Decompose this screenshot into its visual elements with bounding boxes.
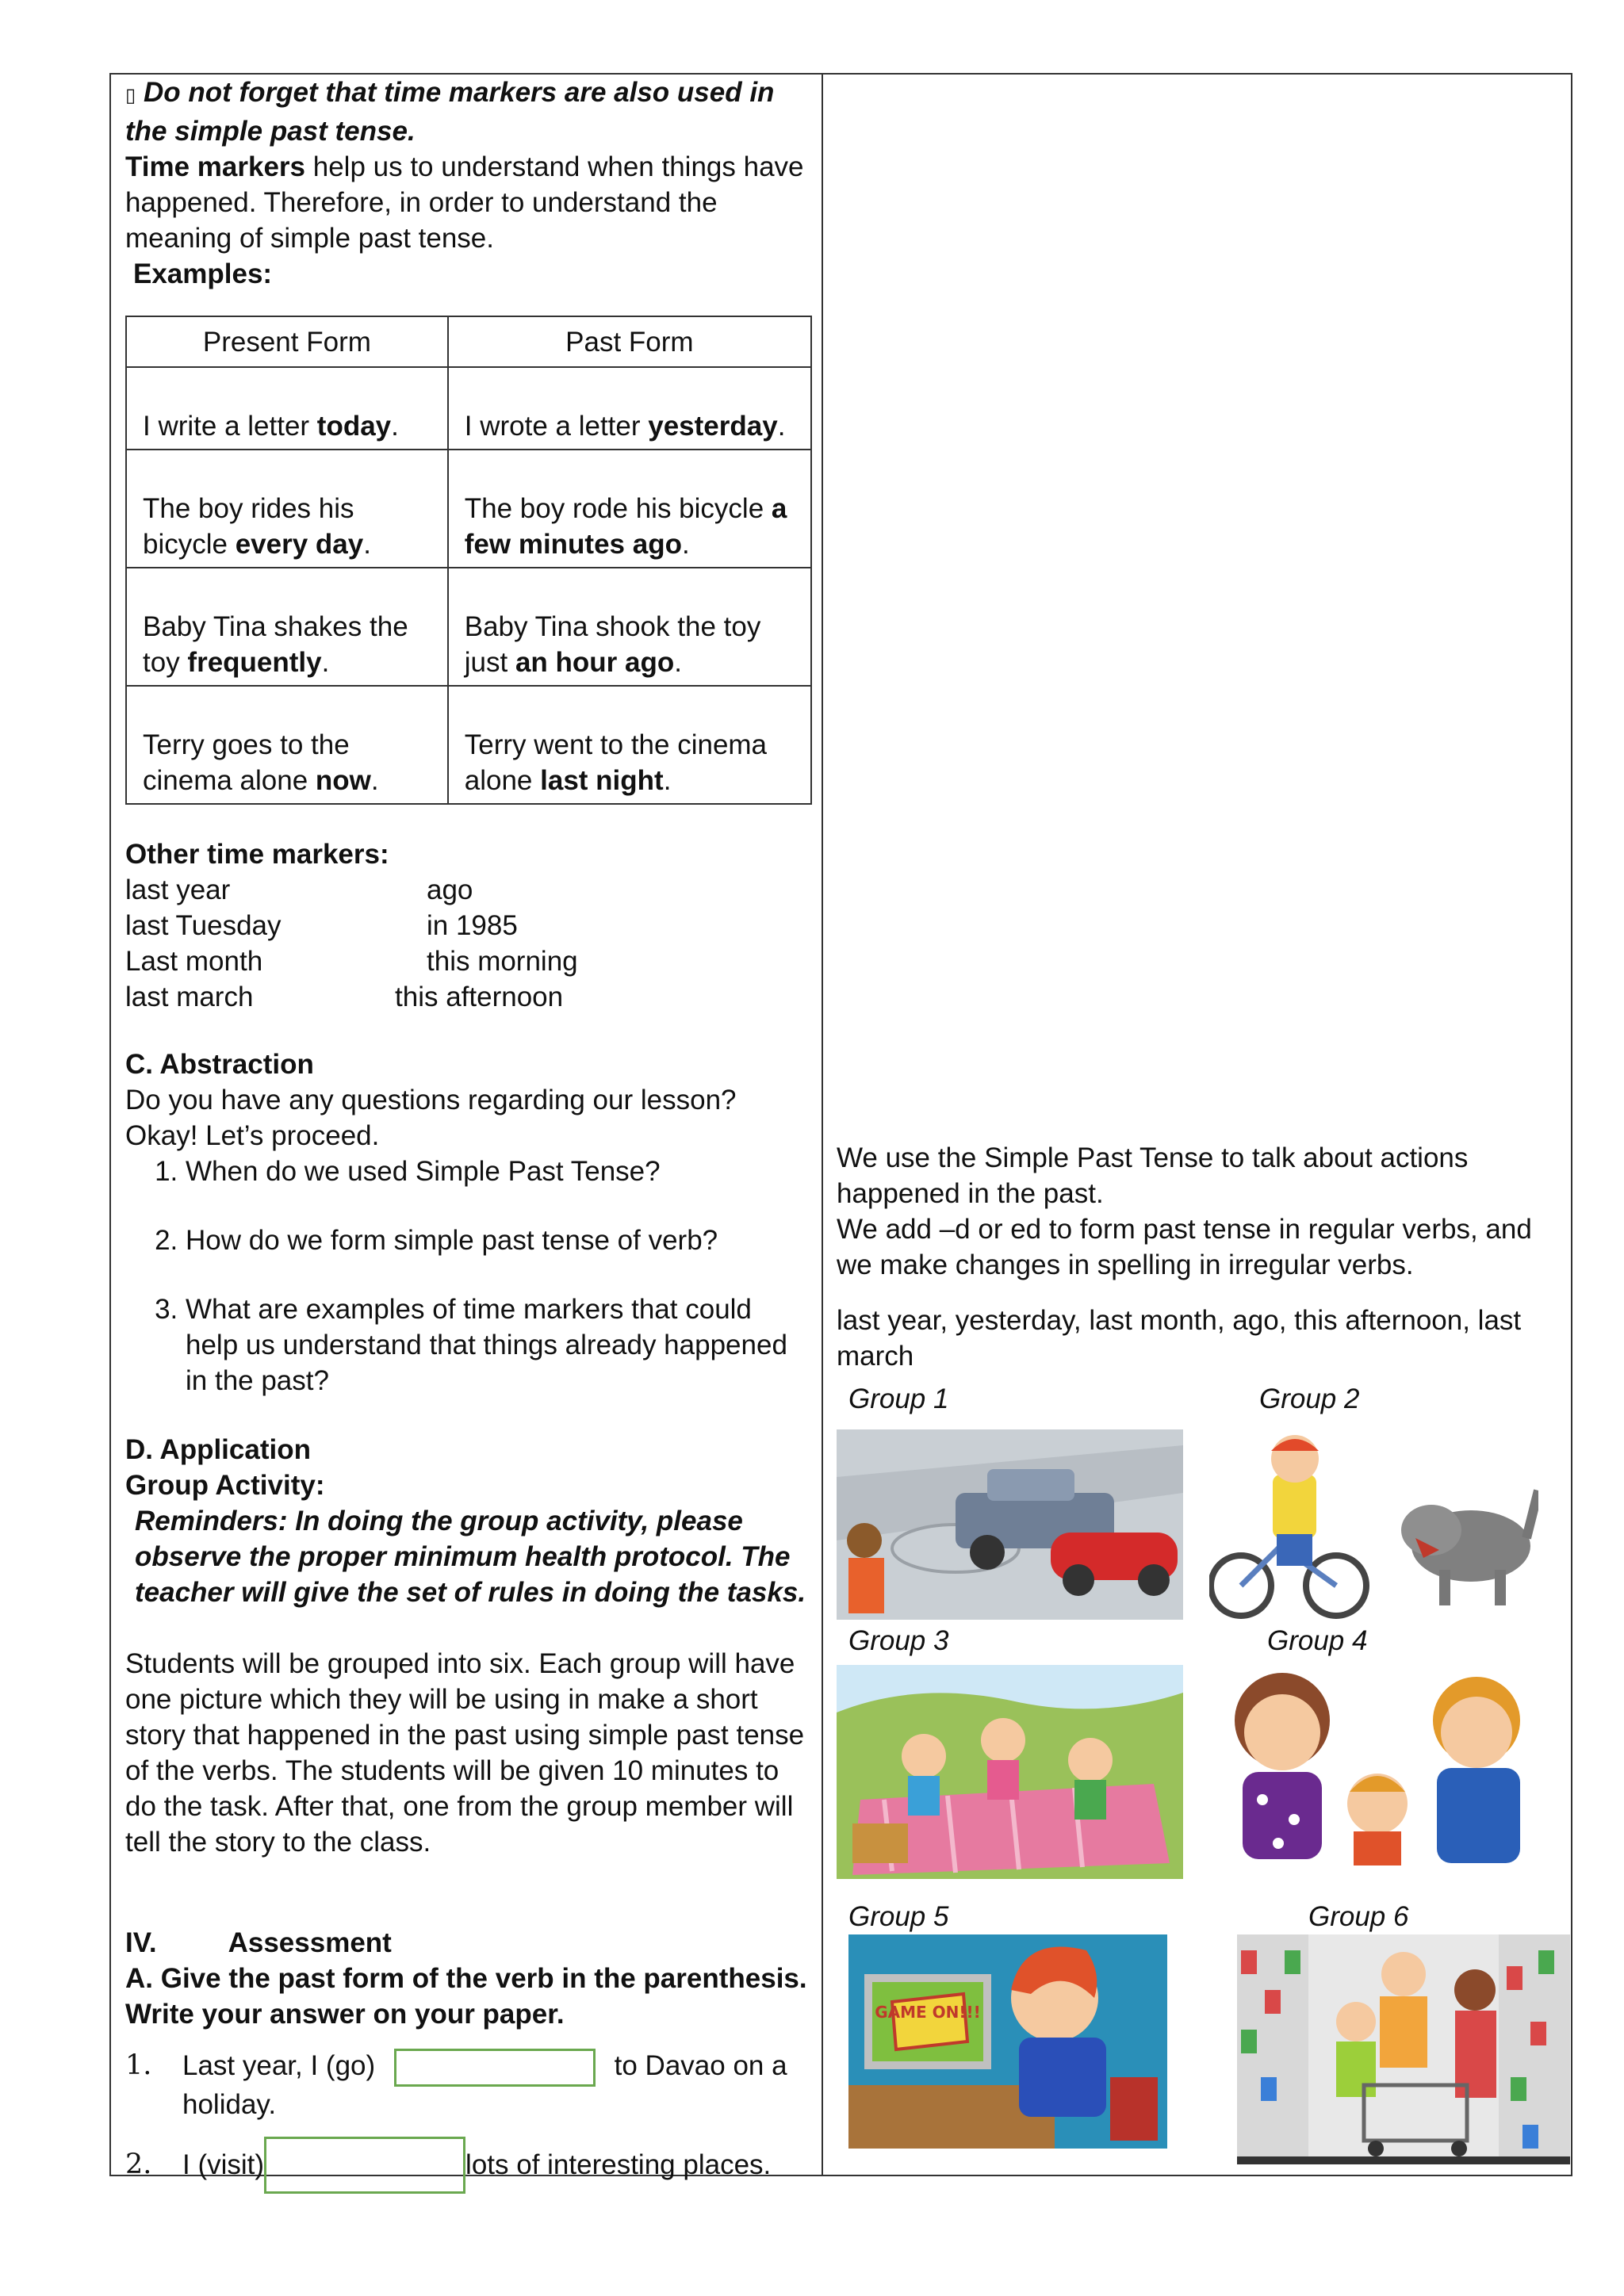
other-markers-title: Other time markers: (125, 839, 389, 870)
group-label: Group 6 (1308, 1901, 1409, 1932)
answer-2: We add –d or ed to form past tense in regular verbs, and we make changes in spelling in irregular verbs. (837, 1214, 1532, 1280)
answer-box-1[interactable] (394, 2049, 596, 2087)
application-section (125, 1432, 811, 1860)
assessment-item: 2. I (visit) lots of interesting places. (125, 2137, 811, 2194)
picnic-icon (837, 1665, 1183, 1879)
note-bullet-icon: ▯ (125, 85, 136, 106)
abstraction-title: C. Abstraction (125, 1049, 314, 1080)
examples-table (125, 316, 812, 805)
family-upset-icon (1215, 1665, 1540, 1866)
header-present: Present Form (126, 316, 448, 367)
boy-bicycle-dog-icon (1209, 1427, 1538, 1621)
answer-3: last year, yesterday, last month, ago, this afternoon, last march (837, 1305, 1522, 1372)
reminder-text: Reminders: In doing the group activity, please observe the proper minimum health protocol. The teacher will give the set of rules in doing the tasks. (135, 1506, 806, 1608)
game-sign: GAME ON!!! (875, 2003, 981, 2022)
marker-row: last year ago (125, 874, 473, 905)
assessment-instruction: A. Give the past form of the verb in the parenthesis. Write your answer on your paper. (125, 1963, 807, 2030)
table-header-row (126, 316, 811, 367)
table-row: I write a letter today. I wrote a letter yesterday. (126, 367, 811, 450)
answer-1: We use the Simple Past Tense to talk about actions happened in the past. (837, 1142, 1469, 1209)
assessment-heading: IV. Assessment (125, 1927, 392, 1958)
assessment-section (125, 1925, 811, 2194)
list-item: 2. How do we form simple past tense of verb? (186, 1223, 811, 1258)
list-item: 1. When do we used Simple Past Tense? (186, 1154, 811, 1189)
application-title: D. Application (125, 1434, 311, 1465)
right-column (837, 75, 1562, 1374)
other-markers (125, 836, 811, 1015)
table-row: The boy rides his bicycle every day. The boy rode his bicycle a few minutes ago. (126, 450, 811, 568)
examples-label: Examples: (133, 258, 273, 289)
group-label: Group 5 (848, 1901, 949, 1932)
boy-gaming-icon (848, 1934, 1167, 2149)
question-list (125, 1154, 811, 1399)
marker-row: Last month this morning (125, 946, 578, 977)
header-past: Past Form (448, 316, 811, 367)
assessment-item: 1. Last year, I (go) to Davao on a holiday. (125, 2049, 787, 2120)
car-accident-icon (837, 1429, 1183, 1620)
answer-box-2[interactable] (264, 2137, 465, 2194)
group-label: Group 4 (1267, 1625, 1368, 1656)
application-paragraph: Students will be grouped into six. Each group will have one picture which they will be using in make a short story that happened in the past using simple past tense of the verbs. The students will be given 10 minutes to do the task. After that, one from the group member will tell the story to the class. (125, 1648, 805, 1858)
list-item: 3. What are examples of time markers that could help us understand that things already happened in the past? (186, 1292, 811, 1399)
intro-note: ▯ Do not forget that time markers are also used in the simple past tense. (125, 77, 775, 147)
marker-row: last Tuesday in 1985 (125, 910, 518, 941)
left-column (125, 75, 811, 2194)
table-row: Terry goes to the cinema alone now. Terry went to the cinema alone last night. (126, 686, 811, 804)
family-shopping-icon (1237, 1934, 1570, 2164)
abstraction-intro: Do you have any questions regarding our lesson? Okay! Let’s proceed. (125, 1085, 737, 1151)
marker-row: last march this afternoon (125, 982, 564, 1012)
abstraction-section (125, 1047, 811, 1399)
group-label: Group 2 (1259, 1383, 1360, 1414)
column-divider (822, 73, 823, 2176)
group-label: Group 1 (848, 1383, 949, 1414)
intro-explanation: Time markers help us to understand when things have happened. Therefore, in order to understand the meaning of simple past tense. (125, 151, 804, 254)
table-row: Baby Tina shakes the toy frequently. Baby Tina shook the toy just an hour ago. (126, 568, 811, 686)
application-subtitle: Group Activity: (125, 1470, 325, 1501)
group-label: Group 3 (848, 1625, 949, 1656)
